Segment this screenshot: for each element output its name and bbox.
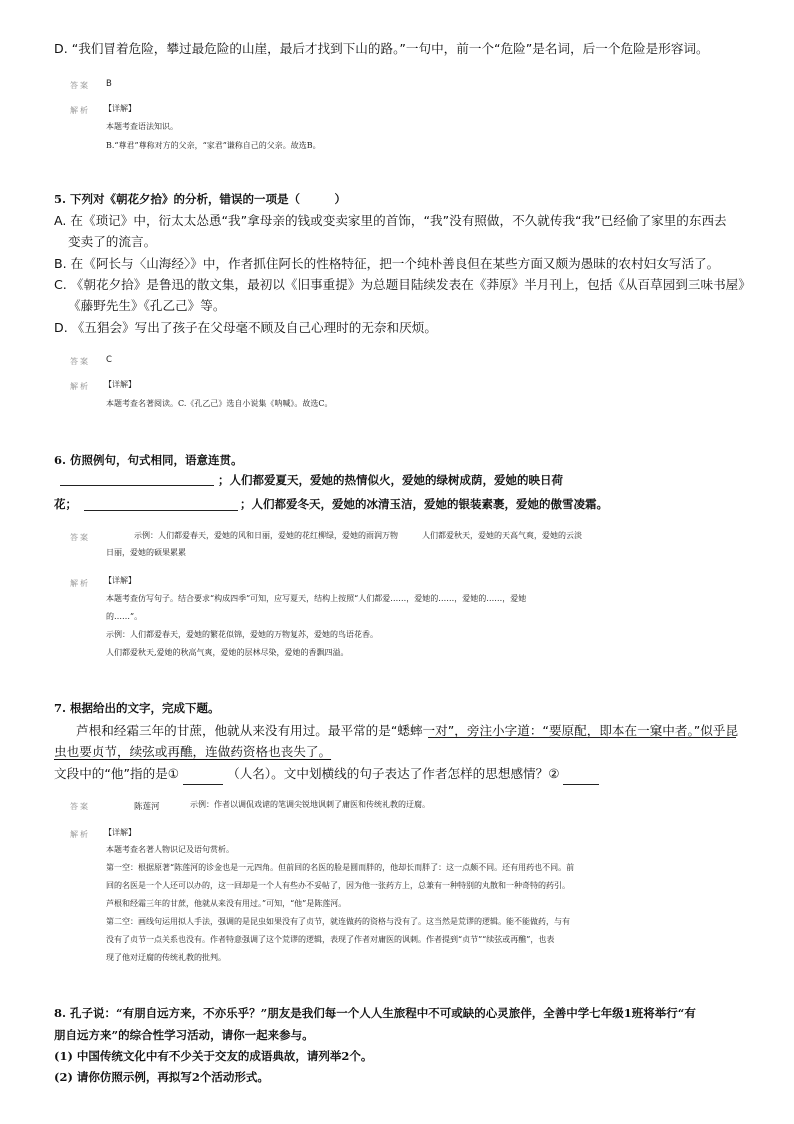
q8-subquestion: (1) 中国传统文化中有不少关于交友的成语典故，请列举2个。 bbox=[54, 1049, 373, 1063]
q5-option: B. 在《阿长与〈山海经〉》中，作者抓住阿长的性格特征，把一个纯朴善良但在某些方面又颇为愚昧的农村妇女写活了。 bbox=[54, 256, 720, 271]
q7-para-text: 芦根和经霜三年的甘蔗，他就从来没有用过。最平常的是“蟋蟀一对”，旁注小字道：“要原配，即本在一窠中者。”似乎昆 bbox=[76, 723, 739, 738]
q7-stem: 7. 根据给出的文字，完成下题。 bbox=[54, 701, 220, 715]
q4-answer: B bbox=[106, 79, 112, 89]
q6-analysis-line: 的……”。 bbox=[106, 612, 143, 621]
q7-analysis-line: 回的名医是一个人还可以办的，这一回却是一个人有些办不妥帖了，因为他一张药方上，总兼有一种特别的丸散和一种奇特的药引。 bbox=[106, 881, 570, 890]
q5-option: D. 《五猖会》写出了孩子在父母毫不顾及自己心理时的无奈和厌烦。 bbox=[54, 320, 437, 335]
q6-line2-head: 花； bbox=[54, 497, 77, 511]
q4-analysis-line: B.“尊君”尊称对方的父亲，“家君”谦称自己的父亲。故选B。 bbox=[106, 141, 321, 150]
q7-analysis-line: 现了他对迂腐的传统礼教的批判。 bbox=[106, 953, 226, 962]
q6-blank-2[interactable] bbox=[84, 510, 238, 511]
q7-para-line bbox=[54, 741, 331, 762]
q7-detail-tag: 【详解】 bbox=[104, 828, 136, 837]
q7-analysis-line: 第二空：画线句运用拟人手法，强调的是昆虫如果没有了贞节，就连做药的资格与没有了。这当然是荒谬的逻辑。能不能做药，与有 bbox=[106, 917, 570, 926]
q5-option: 《藤野先生》《孔乙己》等。 bbox=[68, 298, 226, 313]
q7-underline-seg-1 bbox=[428, 737, 736, 738]
q6-analysis-line: 人们都爱秋天,爱她的秋高气爽，爱她的层林尽染，爱她的香飘四溢。 bbox=[106, 648, 349, 657]
q4-option-d: D. “我们冒着危险，攀过最危险的山崖，最后才找到下山的路。”一句中，前一个“危险”是名词，后一个危险是形容词。 bbox=[54, 41, 709, 56]
q6-stem: 6. 仿照例句，句式相同，语意连贯。 bbox=[54, 453, 243, 467]
q6-analysis-line: 示例：人们都爱春天，爱她的繁花似锦，爱她的万物复苏，爱她的鸟语花香。 bbox=[106, 630, 378, 639]
q5-analysis-tag: 解析 bbox=[70, 382, 90, 391]
q5-answer-tag: 答案 bbox=[70, 357, 90, 366]
q6-blank-1[interactable] bbox=[60, 485, 214, 486]
q6-answer-line: 日丽，爱她的硕果累累 bbox=[106, 548, 186, 557]
q6-line2-tail: ；人们都爱冬天，爱她的冰清玉洁，爱她的银装素裹，爱她的傲雪凌霜。 bbox=[240, 497, 608, 511]
q7-question-part-a: 文段中的“他”指的是① bbox=[54, 766, 180, 781]
q5-analysis-line: 本题考查名著阅读。C.《孔乙己》选自小说集《呐喊》。故选C。 bbox=[106, 399, 333, 408]
q6-answer-tag: 答案 bbox=[70, 533, 90, 542]
q7-analysis-line: 本题考查名著人物识记及语句赏析。 bbox=[106, 845, 234, 854]
q8-subquestion: (2) 请你仿照示例，再拟写2个活动形式。 bbox=[54, 1070, 269, 1084]
q6-answer-line: 示例：人们都爱春天，爱她的风和日丽，爱她的花红柳绿，爱她的雨润万物 人们都爱秋天，爱她的天高气爽，爱她的云淡 bbox=[134, 531, 582, 540]
q6-analysis-tag: 解析 bbox=[70, 579, 90, 588]
q7-answer-name: 陈莲河 bbox=[134, 802, 160, 812]
q7-question-part-b: （人名）。文中划横线的句子表达了作者怎样的思想感情？② bbox=[227, 766, 560, 781]
q8-stem-line: 8. 孔子说：“有朋自远方来，不亦乐乎？”朋友是我们每一个人人生旅程中不可或缺的心灵旅伴，全善中学七年级1班将举行“有 bbox=[54, 1006, 696, 1020]
q5-stem: 5. 下列对《朝花夕拾》的分析，错误的一项是（ ） bbox=[54, 192, 347, 206]
q5-option: A. 在《琐记》中，衍太太怂恿“我”拿母亲的钱或变卖家里的首饰，“我”没有照做，不久就传我“我”已经偷了家里的东西去 bbox=[54, 213, 727, 228]
q7-analysis-tag: 解析 bbox=[70, 830, 90, 839]
q5-option: C. 《朝花夕拾》是鲁迅的散文集，最初以《旧事重提》为总题目陆续发表在《莽原》半月刊上，包括《从百草园到三味书屋》 bbox=[54, 277, 751, 292]
q6-detail-tag: 【详解】 bbox=[104, 576, 136, 585]
q5-option: 变卖了的流言。 bbox=[68, 234, 157, 249]
q7-analysis-line: 没有了贞节一点关系也没有。作者特意强调了这个荒谬的逻辑，表现了作者对庸医的讽刺。作者提到“贞节”“续弦或再醮”，也表 bbox=[106, 935, 555, 944]
q6-line1-tail: ；人们都爱夏天，爱她的热情似火，爱她的绿树成荫，爱她的映日荷 bbox=[218, 473, 563, 487]
q7-blank-1[interactable] bbox=[183, 763, 223, 785]
q4-answer-tag: 答案 bbox=[70, 81, 90, 90]
q7-answer-tag: 答案 bbox=[70, 802, 90, 811]
q7-underlined-sentence: 虫也要贞节，续弦或再醮，连做药资格也丧失了。 bbox=[54, 744, 332, 759]
q5-answer: C bbox=[106, 355, 112, 365]
q4-analysis-tag: 解析 bbox=[70, 106, 90, 115]
q8-stem-line: 朋自远方来”的综合性学习活动，请你一起来参与。 bbox=[54, 1028, 314, 1042]
q4-detail-tag: 【详解】 bbox=[104, 104, 136, 113]
q7-blank-2[interactable] bbox=[563, 763, 599, 785]
q7-analysis-line: 第一空：根据原著“陈莲河的诊金也是一元四角。但前回的名医的脸是圆而胖的，他却长而胖了：这一点颇不同。还有用药也不同。前 bbox=[106, 863, 575, 872]
q7-analysis-line: 芦根和经霜三年的甘蔗，他就从来没有用过。”可知，“他”是陈莲河。 bbox=[106, 899, 347, 908]
q6-analysis-line: 本题考查仿写句子。结合要求“构成四季”可知，应写夏天，结构上按照“人们都爱……，爱她的……，爱她的……，爱她 bbox=[106, 594, 527, 603]
q7-answer-text: 示例：作者以调侃戏谑的笔调尖锐地讽刺了庸医和传统礼教的迂腐。 bbox=[190, 800, 430, 809]
q4-analysis-line: 本题考查语法知识。 bbox=[106, 122, 178, 131]
q7-question bbox=[54, 763, 599, 785]
q5-detail-tag: 【详解】 bbox=[104, 380, 136, 389]
